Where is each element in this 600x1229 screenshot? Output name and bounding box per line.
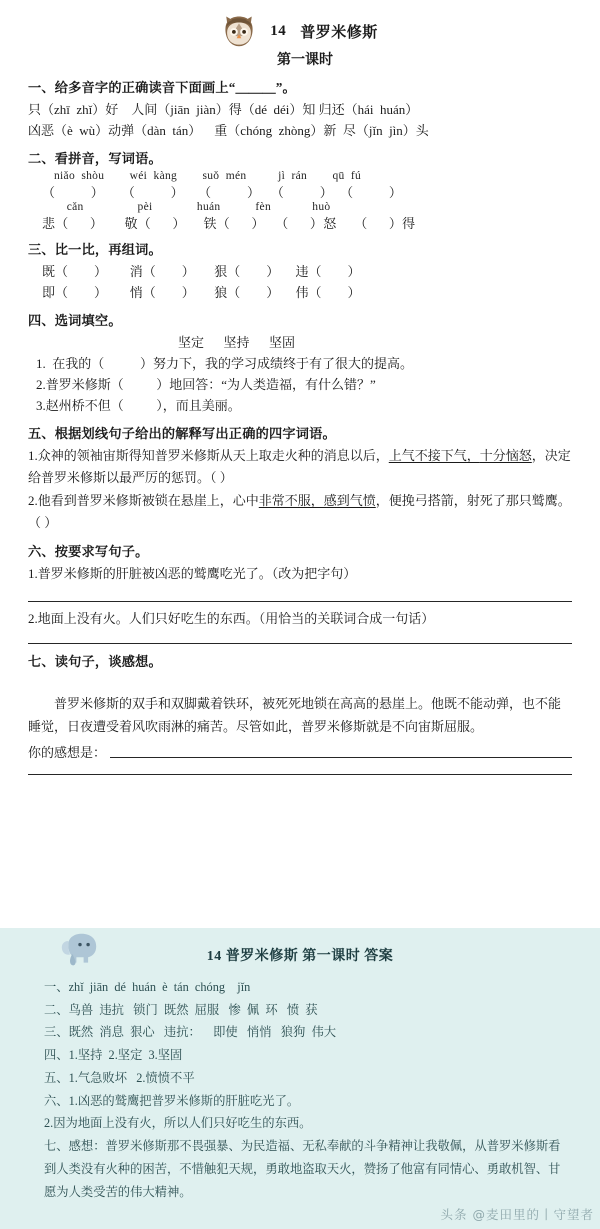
answer-line-3: 三、既然 消息 狠心 违抗： 即使 悄悄 狼狗 伟大 (44, 1025, 337, 1040)
section-5-q1-text-a: 1.众神的领袖宙斯得知普罗米修斯从天上取走火种的消息以后， (28, 448, 389, 464)
section-3-row-2[interactable]: 即（ ） 悄（ ） 狼（ ） 伟（ ） (42, 285, 361, 301)
section-4-question-1[interactable]: 1. 在我的（ ）努力下，我的学习成绩终于有了很大的提高。 (36, 356, 414, 372)
section-5-question-1[interactable] (28, 445, 572, 489)
lesson-subtitle: 第一课时 (277, 53, 333, 68)
watermark: 头条 @麦田里的丨守望者 (440, 1207, 594, 1222)
answer-line-5: 五、1.气急败坏 2.愤愤不平 (44, 1070, 195, 1085)
answer-line-1: 一、zhǐ jiān dé huán è tán chóng jǐn (44, 980, 251, 994)
section-3-heading: 三、比一比，再组词。 (28, 242, 162, 258)
owl-icon (222, 14, 256, 48)
section-4-word-choices: 坚定 坚持 坚固 (178, 335, 296, 351)
lesson-title: 普罗米修斯 (300, 24, 378, 41)
section-5-question-2[interactable] (28, 490, 572, 534)
section-7-heading: 七、读句子，谈感想。 (28, 653, 162, 669)
answer-key-panel (0, 928, 600, 1229)
answer-line-6: 六、1.凶恶的鹫鹰把普罗米修斯的肝脏吃光了。 (44, 1093, 300, 1108)
section-7-passage: 普罗米修斯的双手和双脚戴着铁环，被死死地锁在高高的悬崖上。他既不能动弹，也不能睡觉，日夜遭受着风吹雨淋的痛苦。尽管如此，普罗米修斯就是不向宙斯屈服。 (28, 695, 562, 735)
answer-key-title: 14 普罗米修斯 第一课时 答案 (206, 949, 394, 964)
section-1-row-2: 凶恶（è wù）动弹（dàn tán） 重（chóng zhòng）新 尽（jǐn jìn）头 (28, 123, 429, 139)
section-6-question-2: 2.地面上没有火。人们只好吃生的东西。（用恰当的关联词合成一句话） (28, 610, 435, 626)
section-5-heading: 五、根据划线句子给出的解释写出正确的四字词语。 (28, 426, 336, 442)
section-5-q1-underline-b: 十分恼怒 (479, 448, 532, 464)
section-4-question-3[interactable]: 3.赵州桥不但（ ），而且美丽。 (36, 398, 241, 414)
section-1-heading: 一、给多音字的正确读音下面画上“＿＿＿”。 (28, 80, 296, 95)
answer-line-8: 七、感想：普罗米修斯那不畏强暴、为民造福、无私奉献的斗争精神让我敬佩，从普罗米修斯看到人类没有火种的困苦，不惜触犯天规，勇敢地盗取天火，赞扬了他富有同情心、勇敢机智、甘愿为人类受苦的伟大精神。 (44, 1139, 561, 1199)
section-2-pinyin-row-1: niǎo shòu wéi kàng suǒ mén jì rán qū fú (54, 170, 362, 183)
section-2-bracket-row-2[interactable]: 悲（ ） 敬（ ） 铁（ ） （ ）怒 （ ）得 (42, 216, 416, 232)
section-6-heading: 六、按要求写句子。 (28, 543, 149, 559)
section-6-question-1: 1.普罗米修斯的肝脏被凶恶的鹫鹰吃光了。（改为把字句） (28, 565, 357, 581)
answer-rule-2[interactable] (28, 643, 572, 644)
section-7-response-row[interactable] (28, 742, 572, 761)
page-title (28, 14, 572, 69)
section-5-q1-underline-a: 上气不接下气， (388, 448, 480, 464)
section-5-q2-underline: 非常不服，感到气愤 (258, 492, 376, 508)
section-2-pinyin-row-2: cǎn pèi huán fèn huò (54, 201, 331, 214)
section-4-heading: 四、选词填空。 (28, 313, 122, 329)
section-1-row-1: 只（zhī zhǐ）好 人间（jiān jiàn）得（dé déi）知 归还（hái huán） (28, 102, 419, 117)
answer-line-4: 四、1.坚持 2.坚定 3.坚固 (44, 1048, 183, 1063)
answer-rule-1[interactable] (28, 601, 572, 602)
section-7-prompt-label: 你的感想是： (28, 745, 107, 761)
answer-line-7: 2.因为地面上没有火，所以人们只好吃生的东西。 (44, 1116, 312, 1131)
section-5-q1-text-b: ，决定给普罗米修斯以最严厉的惩罚。（ ） (28, 448, 571, 486)
lesson-number: 14 (270, 22, 287, 39)
section-3-row-1[interactable]: 既（ ） 消（ ） 狠（ ） 违（ ） (42, 264, 361, 280)
section-2-heading: 二、看拼音，写词语。 (28, 151, 162, 167)
answer-key-title-row (30, 934, 570, 976)
answer-line-2: 二、鸟兽 违抗 锁门 既然 屈服 惨 佩 环 愤 获 (44, 1002, 318, 1017)
title-row (28, 14, 572, 48)
section-7-answer-blank-2[interactable] (28, 774, 572, 775)
section-5-q2-text-b: ，便挽弓搭箭，射死了那只鹫鹰。（ ） (28, 492, 571, 530)
section-4-question-2[interactable]: 2.普罗米修斯（ ）地回答：“为人类造福，有什么错？” (36, 377, 376, 393)
section-5-q2-text-a: 2.他看到普罗米修斯被锁在悬崖上，心中 (28, 492, 259, 508)
section-7-answer-blank-1[interactable] (110, 756, 572, 758)
section-2-bracket-row-1[interactable]: （ ） （ ） （ ） （ ） （ ） (42, 185, 403, 201)
